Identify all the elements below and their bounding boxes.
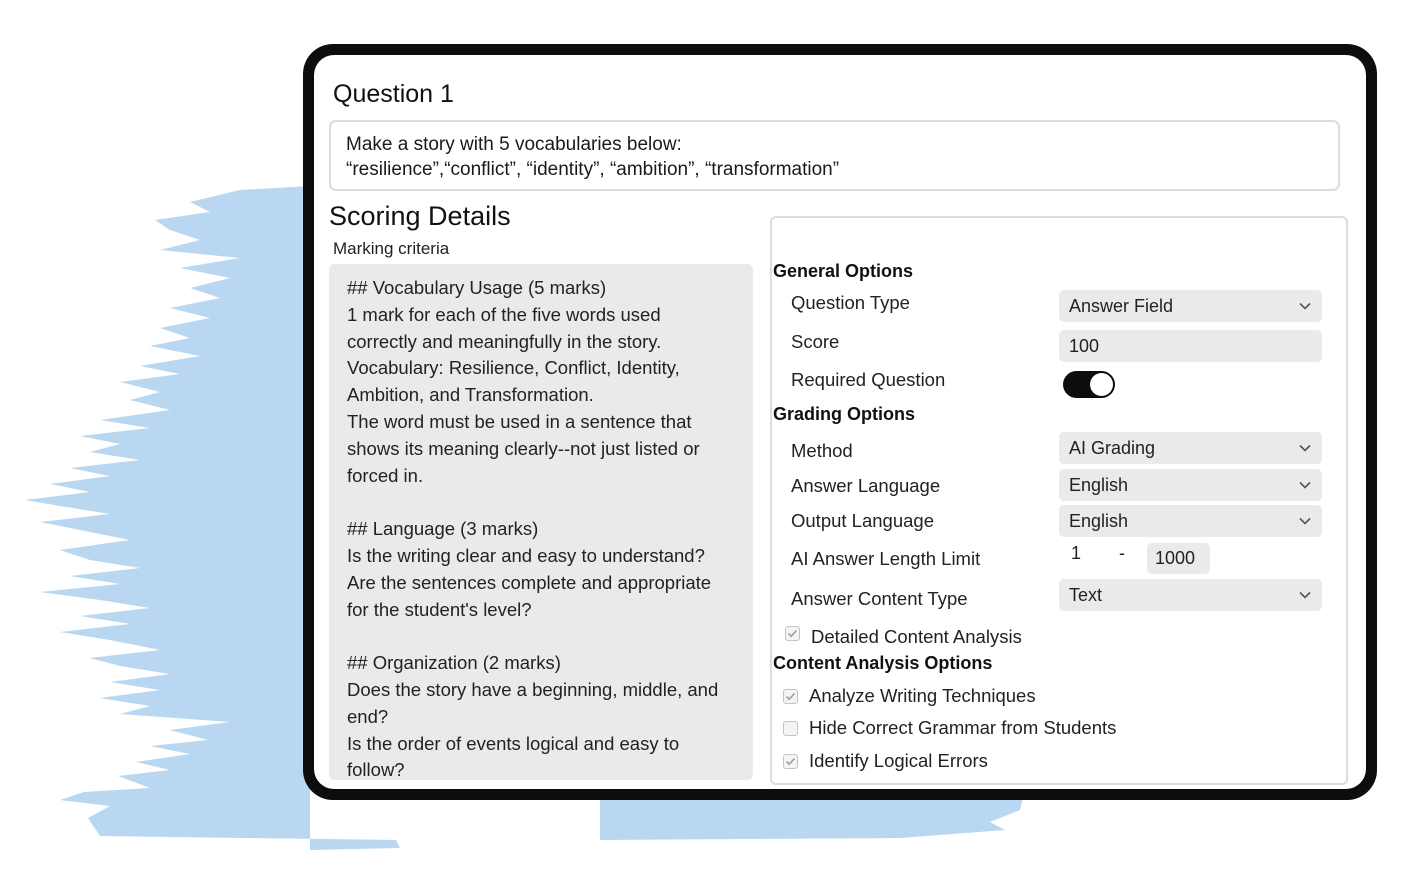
- answer-language-select[interactable]: [1059, 469, 1322, 501]
- question-type-label: Question Type: [791, 292, 910, 313]
- question-prompt-line: “resilience”,“conflict”, “identity”, “ambition”, “transformation”: [346, 159, 840, 180]
- score-input[interactable]: [1059, 330, 1322, 362]
- criteria-line: end?: [347, 705, 389, 727]
- content-type-select[interactable]: [1059, 579, 1322, 611]
- question-prompt-line: Make a story with 5 vocabularies below:: [346, 134, 682, 155]
- method-value: AI Grading: [1069, 438, 1156, 458]
- output-language-label: Output Language: [791, 510, 934, 531]
- length-range-separator: -: [1119, 543, 1125, 563]
- chevron-down-icon: [1298, 478, 1312, 492]
- criteria-line: The word must be used in a sentence that: [347, 410, 692, 432]
- criteria-line: Is the writing clear and easy to understand?: [347, 544, 705, 566]
- marking-criteria-label: Marking criteria: [333, 239, 450, 258]
- criteria-line: [347, 623, 737, 650]
- method-select[interactable]: [1059, 432, 1322, 464]
- required-question-toggle[interactable]: [1063, 371, 1115, 398]
- detailed-analysis-checkbox[interactable]: [785, 626, 800, 641]
- criteria-line: [347, 489, 737, 516]
- checkmark-icon: [787, 628, 798, 639]
- criteria-line: for the student's level?: [347, 598, 532, 620]
- hide-grammar-checkbox[interactable]: [783, 721, 798, 736]
- question-prompt-field[interactable]: [329, 120, 1340, 191]
- checkmark-icon: [785, 691, 796, 702]
- criteria-line: Is the order of events logical and easy to: [347, 732, 680, 754]
- criteria-line: ## Organization (2 marks): [347, 652, 561, 674]
- criteria-line: Ambition, and Transformation.: [347, 384, 594, 406]
- analyze-writing-label: Analyze Writing Techniques: [809, 685, 1036, 706]
- content-type-label: Answer Content Type: [791, 588, 968, 609]
- chevron-down-icon: [1298, 299, 1312, 313]
- chevron-down-icon: [1298, 514, 1312, 528]
- score-value: 100: [1069, 336, 1100, 356]
- score-label: Score: [791, 331, 840, 352]
- criteria-line: Does the story have a beginning, middle, and: [347, 678, 719, 700]
- criteria-line: forced in.: [347, 464, 424, 486]
- hide-grammar-label: Hide Correct Grammar from Students: [809, 717, 1117, 738]
- criteria-line: follow?: [347, 759, 405, 780]
- output-language-select[interactable]: [1059, 505, 1322, 537]
- criteria-line: shows its meaning clearly--not just listed or: [347, 437, 700, 459]
- output-language-value: English: [1069, 511, 1129, 531]
- identify-logical-errors-label: Identify Logical Errors: [809, 750, 988, 771]
- content-type-value: Text: [1069, 585, 1103, 605]
- chevron-down-icon: [1298, 441, 1312, 455]
- grading-options-heading: Grading Options: [773, 404, 915, 424]
- criteria-line: Are the sentences complete and appropriate: [347, 571, 712, 593]
- criteria-line: correctly and meaningfully in the story.: [347, 330, 662, 352]
- criteria-line: 1 mark for each of the five words used: [347, 303, 661, 325]
- chevron-down-icon: [1298, 588, 1312, 602]
- criteria-line: Vocabulary: Resilience, Conflict, Identity,: [347, 357, 680, 379]
- method-label: Method: [791, 440, 853, 461]
- question-type-select[interactable]: [1059, 290, 1322, 322]
- length-max-value: 1000: [1155, 548, 1196, 568]
- checkmark-icon: [785, 756, 796, 767]
- length-max-input[interactable]: [1147, 543, 1210, 574]
- toggle-knob: [1090, 373, 1113, 396]
- required-question-label: Required Question: [791, 369, 946, 390]
- content-analysis-heading: Content Analysis Options: [773, 653, 993, 673]
- question-type-value: Answer Field: [1069, 296, 1174, 316]
- marking-criteria-textarea[interactable]: [329, 264, 753, 780]
- analyze-writing-checkbox[interactable]: [783, 689, 798, 704]
- question-title: Question 1: [333, 80, 454, 108]
- length-min-input[interactable]: 1: [1071, 543, 1082, 563]
- criteria-line: ## Vocabulary Usage (5 marks): [347, 277, 607, 298]
- identify-logical-errors-checkbox[interactable]: [783, 754, 798, 769]
- question-editor-screen: [314, 55, 1366, 789]
- length-limit-label: AI Answer Length Limit: [791, 548, 981, 569]
- answer-language-value: English: [1069, 475, 1129, 495]
- general-options-heading: General Options: [773, 261, 914, 281]
- criteria-line: ## Language (3 marks): [347, 518, 539, 540]
- detailed-analysis-label: Detailed Content Analysis: [811, 626, 1022, 647]
- scoring-details-heading: Scoring Details: [329, 201, 511, 231]
- answer-language-label: Answer Language: [791, 475, 941, 496]
